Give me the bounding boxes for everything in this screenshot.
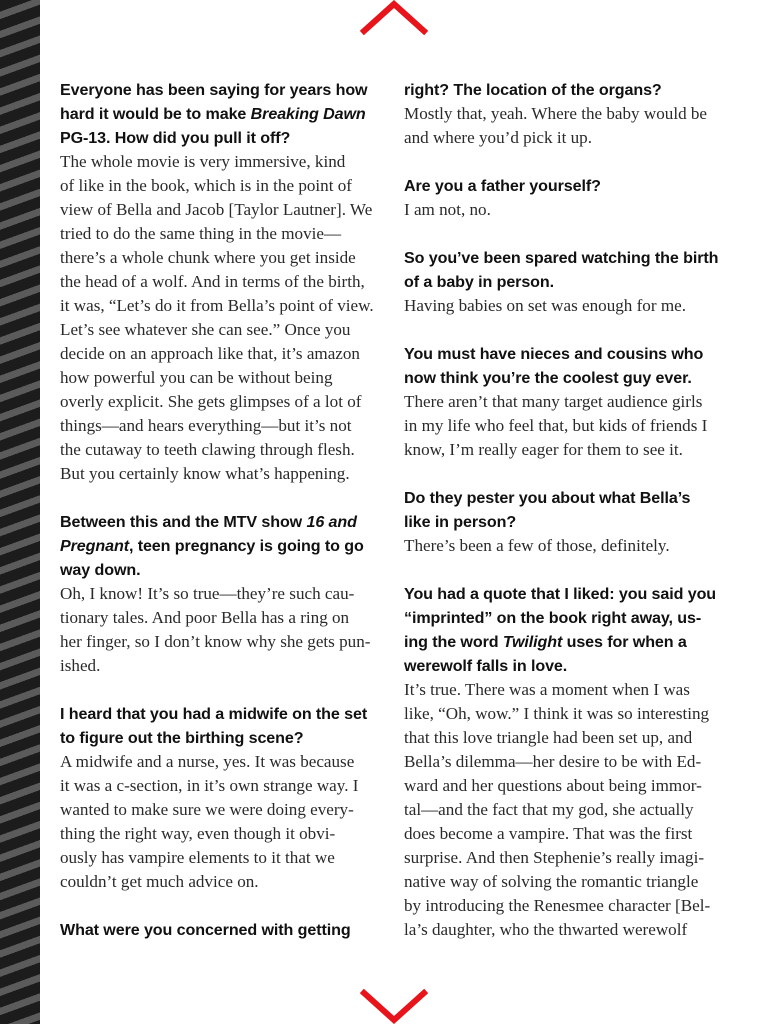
answer-line: A midwife and a nurse, yes. It was because (60, 752, 355, 771)
chevron-down-icon (360, 988, 428, 1024)
question-line (404, 486, 734, 510)
question-text: of a baby in person. (404, 273, 555, 291)
question-text: You must have nieces and cousins who (404, 345, 704, 363)
answer-line: overly explicit. She gets glimpses of a lot of (60, 392, 362, 411)
question-text: like in person? (404, 513, 517, 531)
answer-line: there’s a whole chunk where you get inside (60, 248, 356, 267)
interview-answer (60, 582, 386, 678)
answer-line: Let’s see whatever she can see.” Once you (60, 320, 351, 339)
answer-line: couldn’t get much advice on. (60, 872, 259, 891)
chevron-up-icon (360, 0, 428, 36)
question-text: Between this and the MTV show (60, 513, 307, 531)
question-text: hard it would be to make (60, 105, 251, 123)
qa-block (60, 78, 386, 486)
answer-line: Bella’s dilemma—her desire to be with Ed- (404, 752, 702, 771)
question-text: ing the word (404, 633, 503, 651)
interview-question (60, 918, 386, 942)
question-line (60, 918, 386, 942)
answer-line: wanted to make sure we were doing every- (60, 800, 354, 819)
interview-question (404, 582, 734, 678)
question-line (60, 702, 386, 726)
question-text: Everyone has been saying for years how (60, 81, 368, 99)
question-line (404, 510, 734, 534)
interview-answer (404, 102, 734, 150)
question-line (404, 270, 734, 294)
answer-line: of like in the book, which is in the point of (60, 176, 352, 195)
qa-block (60, 510, 386, 678)
question-text: now think you’re the coolest guy ever. (404, 369, 692, 387)
answer-line: tal—and the fact that my god, she actually (404, 800, 694, 819)
interview-question (404, 246, 734, 294)
answer-line: la’s daughter, who the thwarted werewolf (404, 920, 688, 939)
question-line (60, 102, 386, 126)
question-text: werewolf falls in love. (404, 657, 568, 675)
interview-question (60, 510, 386, 582)
qa-block (60, 702, 386, 894)
answer-line: native way of solving the romantic triangle (404, 872, 699, 891)
question-text: So you’ve been spared watching the birth (404, 249, 719, 267)
qa-block (404, 342, 734, 462)
interview-question (404, 342, 734, 390)
previous-page-button[interactable] (360, 0, 428, 36)
answer-line: know, I’m really eager for them to see it. (404, 440, 683, 459)
qa-block (404, 246, 734, 318)
answer-line: things—and hears everything—but it’s not (60, 416, 352, 435)
question-text: What were you concerned with getting (60, 921, 351, 939)
decorative-stripe-bar (0, 0, 40, 1024)
answer-line: how powerful you can be without being (60, 368, 333, 387)
italic-title: Breaking Dawn (250, 105, 366, 123)
answer-line: in my life who feel that, but kids of friends I (404, 416, 708, 435)
question-line (404, 78, 734, 102)
answer-line: view of Bella and Jacob [Taylor Lautner]. We (60, 200, 373, 219)
answer-line: tried to do the same thing in the movie— (60, 224, 342, 243)
answer-line: The whole movie is very immersive, kind (60, 152, 346, 171)
question-line (60, 78, 386, 102)
answer-line: that this love triangle had been set up, and (404, 728, 693, 747)
interview-answer (404, 198, 734, 222)
question-line (404, 582, 734, 606)
interview-question (60, 702, 386, 750)
question-line (60, 510, 386, 534)
question-line (404, 654, 734, 678)
answer-line: like, “Oh, wow.” I think it was so interesting (404, 704, 710, 723)
question-text: Are you a father yourself? (404, 177, 601, 195)
question-line (60, 558, 386, 582)
italic-title: Pregnant (60, 537, 129, 555)
interview-answer (60, 150, 386, 486)
question-line (404, 606, 734, 630)
qa-block (404, 486, 734, 558)
answer-line: But you certainly know what’s happening. (60, 464, 350, 483)
answer-line: tionary tales. And poor Bella has a ring on (60, 608, 350, 627)
question-line (404, 630, 734, 654)
qa-block (60, 918, 386, 942)
question-line (60, 726, 386, 750)
answer-line: her finger, so I don’t know why she gets pun- (60, 632, 371, 651)
qa-block (404, 78, 734, 150)
answer-line: Having babies on set was enough for me. (404, 296, 686, 315)
question-line (404, 246, 734, 270)
question-text: uses for when a (562, 633, 687, 651)
interview-question (404, 78, 734, 102)
question-line (60, 126, 386, 150)
question-text: right? The location of the organs? (404, 81, 662, 99)
answer-line: it was a c-section, in it’s own strange way. I (60, 776, 359, 795)
qa-block (404, 582, 734, 942)
article-column-right (404, 78, 734, 942)
italic-title: Twilight (502, 633, 563, 651)
interview-answer (404, 294, 734, 318)
question-text: You had a quote that I liked: you said you (404, 585, 717, 603)
article-column-left (60, 78, 386, 942)
interview-answer (60, 750, 386, 894)
answer-line: it was, “Let’s do it from Bella’s point of view. (60, 296, 374, 315)
interview-question (404, 174, 734, 198)
answer-line: surprise. And then Stephenie’s really imagi- (404, 848, 705, 867)
answer-line: ward and her questions about being immor- (404, 776, 702, 795)
question-text: Do they pester you about what Bella’s (404, 489, 691, 507)
answer-line: does become a vampire. That was the first (404, 824, 693, 843)
question-text: “imprinted” on the book right away, us- (404, 609, 702, 627)
interview-answer (404, 534, 734, 558)
next-page-button[interactable] (360, 988, 428, 1024)
answer-line: decide on an approach like that, it’s amazon (60, 344, 360, 363)
answer-line: the head of a wolf. And in terms of the birth, (60, 272, 365, 291)
answer-line: ously has vampire elements to it that we (60, 848, 335, 867)
question-line (404, 174, 734, 198)
answer-line: There aren’t that many target audience girls (404, 392, 703, 411)
answer-line: It’s true. There was a moment when I was (404, 680, 690, 699)
answer-line: and where you’d pick it up. (404, 128, 592, 147)
answer-line: There’s been a few of those, definitely. (404, 536, 670, 555)
answer-line: Oh, I know! It’s so true—they’re such cau- (60, 584, 355, 603)
interview-question (60, 78, 386, 150)
italic-title: 16 and (306, 513, 357, 531)
interview-answer (404, 678, 734, 942)
answer-line: I am not, no. (404, 200, 491, 219)
interview-question (404, 486, 734, 534)
answer-line: Mostly that, yeah. Where the baby would be (404, 104, 708, 123)
question-text: I heard that you had a midwife on the set (60, 705, 368, 723)
question-text: , teen pregnancy is going to go (128, 537, 364, 555)
answer-line: thing the right way, even though it obvi- (60, 824, 336, 843)
question-text: way down. (60, 561, 141, 579)
interview-answer (404, 390, 734, 462)
qa-block (404, 174, 734, 222)
answer-line: ished. (60, 656, 101, 675)
answer-line: the cutaway to teeth clawing through flesh. (60, 440, 355, 459)
question-text: to figure out the birthing scene? (60, 729, 304, 747)
question-line (404, 342, 734, 366)
question-line (404, 366, 734, 390)
answer-line: by introducing the Renesmee character [Bel- (404, 896, 711, 915)
question-line (60, 534, 386, 558)
question-text: PG-13. How did you pull it off? (60, 129, 291, 147)
